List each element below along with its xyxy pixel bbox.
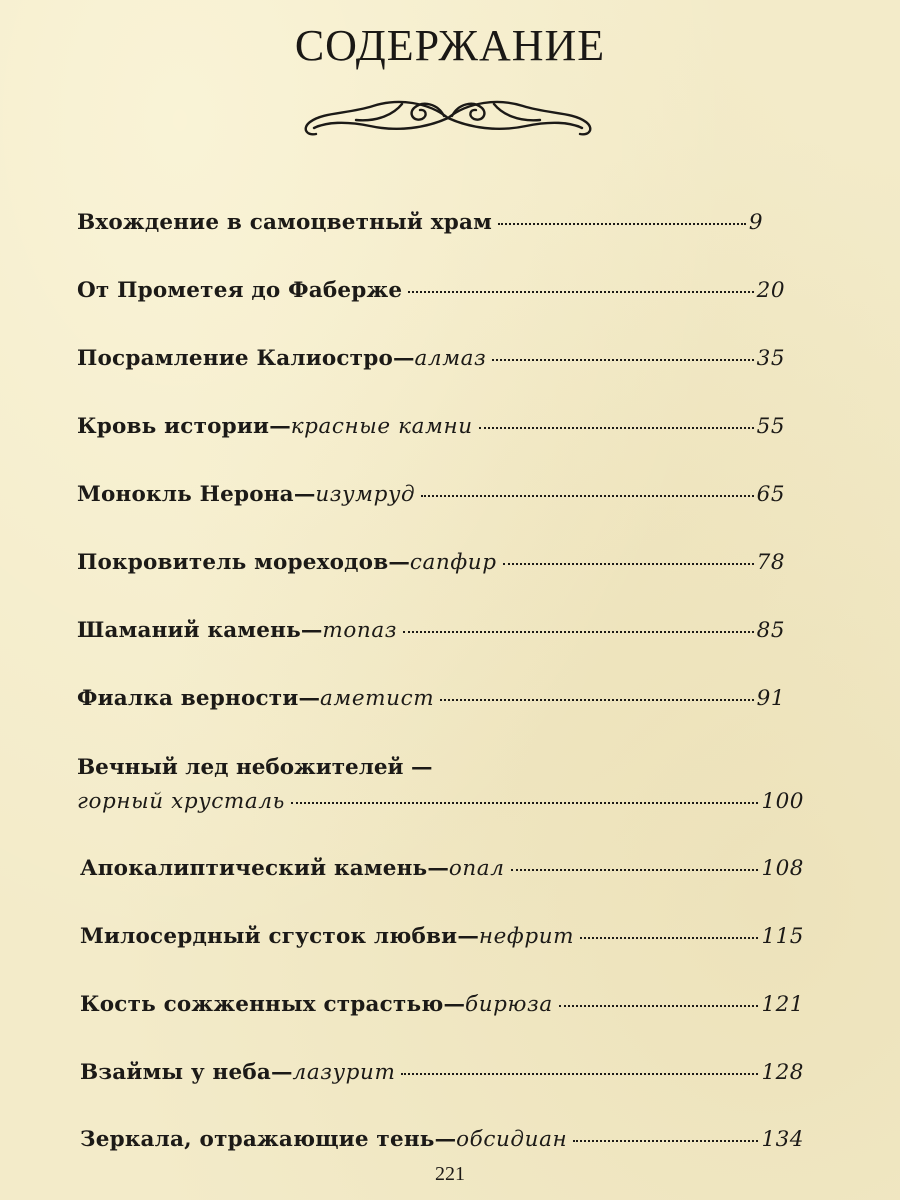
leader-dots [421, 495, 753, 497]
toc-entry-title: Вхождение в самоцветный храм [77, 210, 492, 235]
toc-entry-subtitle: опал [448, 856, 505, 881]
toc-entry-separator: — [457, 924, 479, 949]
leader-dots [503, 563, 754, 565]
toc-entry-subtitle: лазурит [292, 1060, 396, 1085]
toc-entry[interactable] [77, 684, 785, 714]
toc-entry-title: Милосердный сгусток любви [80, 924, 458, 949]
toc-entry[interactable] [77, 480, 785, 510]
toc-entry-subtitle: нефрит [478, 924, 575, 949]
toc-entry-separator: — [434, 1127, 457, 1152]
toc-entry[interactable] [80, 1125, 804, 1155]
toc-entry-subtitle: алмаз [414, 346, 487, 371]
toc-entry-subtitle: горный хрусталь [77, 789, 285, 814]
toc-entry-separator: — [300, 618, 323, 643]
toc-entry-title: Кровь истории [77, 414, 270, 439]
toc-entry[interactable] [77, 276, 785, 306]
toc-entry-title: Монокль Нерона [77, 482, 294, 507]
toc-entry[interactable] [80, 922, 804, 952]
toc-entry-subtitle: топаз [322, 618, 398, 643]
leader-dots [403, 631, 754, 633]
toc-entry-separator: — [388, 550, 410, 575]
toc-entry-subtitle: аметист [319, 686, 435, 711]
toc-entry[interactable] [80, 854, 804, 884]
leader-dots [440, 699, 753, 701]
toc-entry-page: 100 [761, 789, 804, 814]
toc-entry-separator: — [298, 686, 320, 711]
toc-entry-title: Апокалиптический камень [80, 856, 428, 881]
toc-entry-subtitle: изумруд [315, 482, 416, 507]
leader-dots [408, 291, 753, 293]
toc-entry[interactable] [77, 412, 785, 442]
toc-entry-page: 134 [761, 1127, 804, 1152]
leader-dots [580, 937, 758, 939]
toc-entry-page: 128 [761, 1060, 804, 1085]
toc-entry-separator: — [427, 856, 449, 881]
leader-dots [498, 223, 746, 225]
toc-entry-page: 35 [756, 346, 785, 371]
toc-entry-title: Вечный лед небожителей — [77, 755, 433, 780]
toc-entry-title: Покровитель мореходов [77, 550, 389, 575]
toc-entry-separator: — [293, 482, 316, 507]
toc-entry-page: 9 [748, 210, 763, 235]
toc-entry-page: 78 [756, 550, 785, 575]
toc-entry-page: 65 [756, 482, 785, 507]
toc-entry-subtitle: красные камни [290, 414, 473, 439]
toc-entry-separator: — [271, 1060, 293, 1085]
leader-dots [573, 1140, 758, 1142]
toc-entry[interactable] [80, 1058, 804, 1088]
toc-entry-separator: — [443, 992, 465, 1017]
toc-entry-title: Кость сожженных страстью [80, 992, 444, 1017]
toc-entry-separator: — [392, 346, 415, 371]
leader-dots [479, 427, 754, 429]
toc-entry-title: От Прометея до Фаберже [77, 278, 403, 303]
toc-entry-page: 85 [756, 618, 785, 643]
toc-entry-page: 20 [756, 278, 785, 303]
toc-entry-title: Фиалка верности [77, 686, 299, 711]
toc-entry-title: Зеркала, отражающие тень [80, 1127, 435, 1152]
toc-entry[interactable] [77, 208, 763, 238]
toc-entry-page: 121 [761, 992, 804, 1017]
toc-entry-continuation [77, 787, 804, 817]
toc-entry-title: Взаймы у неба [80, 1060, 272, 1085]
toc-entry-subtitle: обсидиан [456, 1127, 568, 1152]
toc-entry[interactable] [77, 548, 785, 578]
toc-entry-separator: — [269, 414, 291, 439]
leader-dots [492, 359, 753, 361]
leader-dots [511, 869, 759, 871]
toc-entry[interactable] [77, 344, 785, 374]
leader-dots [401, 1073, 758, 1075]
leader-dots [559, 1005, 759, 1007]
toc-entry-title: Шаманий камень [77, 618, 301, 643]
toc-entry-page: 91 [756, 686, 785, 711]
toc-entry[interactable] [77, 616, 785, 646]
toc-entry-page: 108 [761, 856, 804, 881]
toc-entry-title: Посрамление Калиостро [77, 346, 393, 371]
leader-dots [291, 802, 759, 804]
toc-entry-subtitle: сапфир [409, 550, 497, 575]
toc-entry[interactable] [80, 990, 804, 1020]
page-title: СОДЕРЖАНИЕ [294, 21, 606, 70]
toc-entry-page: 115 [761, 924, 804, 949]
toc-entry-page: 55 [756, 414, 785, 439]
page-number: 221 [435, 1163, 465, 1185]
toc-entry-subtitle: бирюза [464, 992, 553, 1017]
